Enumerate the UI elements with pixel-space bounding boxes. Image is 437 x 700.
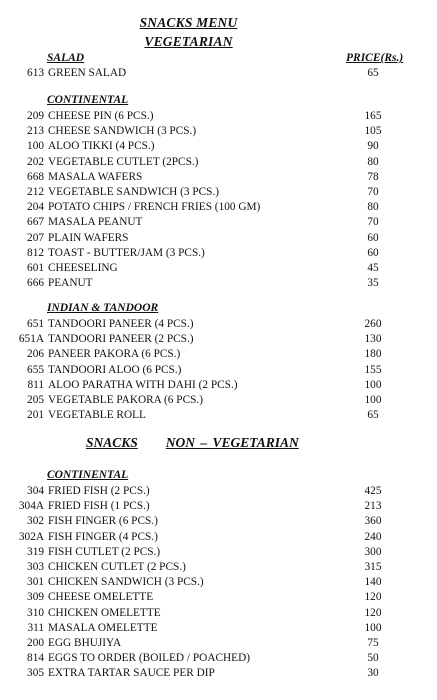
item-price: 105 xyxy=(364,125,382,138)
item-name: CHEESE PIN (6 PCS.) xyxy=(48,110,154,122)
menu-item-row xyxy=(0,514,437,529)
item-price: 75 xyxy=(367,637,379,649)
item-price: 100 xyxy=(364,394,382,406)
menu-item-row xyxy=(0,530,437,545)
menu-item-row xyxy=(0,590,437,605)
item-name: VEGETABLE PAKORA (6 PCS.) xyxy=(48,394,203,406)
item-code: 304A xyxy=(18,500,44,513)
item-code: 302 xyxy=(27,515,44,528)
item-name: VEGETABLE ROLL xyxy=(48,409,146,422)
item-code: 303 xyxy=(27,561,44,573)
item-code: 655 xyxy=(27,363,44,376)
item-name: CHEESE OMELETTE xyxy=(48,591,154,604)
menu-item-row xyxy=(0,332,437,347)
item-price: 30 xyxy=(367,667,379,680)
item-price: 90 xyxy=(367,140,379,153)
item-code: 651A xyxy=(18,333,44,346)
item-name: CHICKEN SANDWICH (3 PCS.) xyxy=(48,576,204,589)
item-code: 100 xyxy=(27,140,44,153)
menu-item-row xyxy=(0,545,437,560)
section-heading: SALAD xyxy=(47,52,85,64)
item-code: 666 xyxy=(27,277,44,290)
item-price: 65 xyxy=(367,409,379,422)
item-price: 240 xyxy=(364,530,382,543)
item-name: CHICKEN CUTLET (2 PCS.) xyxy=(48,561,186,573)
item-code: 601 xyxy=(27,262,44,274)
nonveg-title xyxy=(86,435,299,451)
item-code: 613 xyxy=(27,67,44,79)
item-name: VEGETABLE CUTLET (2PCS.) xyxy=(48,155,199,168)
menu-item-row xyxy=(0,261,437,276)
item-code: 811 xyxy=(27,378,44,391)
item-price: 425 xyxy=(364,485,382,497)
item-name: CHICKEN OMELETTE xyxy=(48,606,161,619)
item-name: TOAST - BUTTER/JAM (3 PCS.) xyxy=(48,246,205,259)
item-price: 260 xyxy=(364,318,382,330)
menu-item-row xyxy=(0,606,437,621)
item-name: CHEESELING xyxy=(48,262,118,274)
item-code: 301 xyxy=(27,576,44,589)
menu-item-row xyxy=(0,408,437,423)
menu-item-row xyxy=(0,185,437,200)
item-name: MASALA OMELETTE xyxy=(48,621,158,634)
item-name: EGGS TO ORDER (BOILED / POACHED) xyxy=(48,652,250,665)
menu-item-row xyxy=(0,124,437,139)
item-price: 35 xyxy=(367,277,379,290)
menu-item-row xyxy=(0,651,437,666)
item-name: VEGETABLE SANDWICH (3 PCS.) xyxy=(48,186,220,198)
item-price: 70 xyxy=(367,216,379,229)
item-price: 45 xyxy=(367,262,379,274)
item-name: ALOO PARATHA WITH DAHI (2 PCS.) xyxy=(48,378,238,391)
menu-title: SNACKS MENU xyxy=(139,15,238,30)
item-name: FISH FINGER (6 PCS.) xyxy=(48,515,158,528)
item-code: 209 xyxy=(27,110,44,122)
menu-item-row xyxy=(0,393,437,408)
item-name: GREEN SALAD xyxy=(48,67,127,79)
item-code: 310 xyxy=(27,606,44,619)
item-price: 120 xyxy=(364,591,382,604)
item-code: 213 xyxy=(27,125,44,138)
section-heading: INDIAN & TANDOOR xyxy=(47,302,159,314)
item-price: 60 xyxy=(367,231,379,244)
item-price: 100 xyxy=(364,621,382,634)
item-name: TANDOORI PANEER (4 PCS.) xyxy=(48,318,194,330)
item-code: 302A xyxy=(18,530,44,543)
price-column-header: PRICE(Rs.) xyxy=(346,52,404,64)
item-name: TANDOORI PANEER (2 PCS.) xyxy=(48,333,194,346)
item-price: 360 xyxy=(364,515,382,528)
item-code: 201 xyxy=(27,409,44,422)
item-price: 300 xyxy=(364,545,382,558)
menu-item-row xyxy=(0,621,437,636)
item-code: 207 xyxy=(27,231,44,244)
menu-item-row xyxy=(0,378,437,393)
item-code: 200 xyxy=(27,637,44,649)
item-price: 140 xyxy=(364,576,382,589)
menu-item-row xyxy=(0,636,437,651)
menu-item-row xyxy=(0,276,437,291)
item-code: 651 xyxy=(27,318,44,330)
menu-item-row xyxy=(0,109,437,124)
item-price: 213 xyxy=(364,500,382,513)
item-price: 50 xyxy=(367,652,379,665)
item-name: PEANUT xyxy=(48,277,93,290)
item-price: 315 xyxy=(364,561,382,573)
menu-item-row xyxy=(0,155,437,170)
item-code: 202 xyxy=(27,155,44,168)
item-name: EGG BHUJIYA xyxy=(48,637,122,649)
menu-item-row xyxy=(0,66,437,81)
item-price: 80 xyxy=(367,155,379,168)
item-name: ALOO TIKKI (4 PCS.) xyxy=(48,140,155,153)
item-code: 812 xyxy=(27,246,44,259)
item-code: 667 xyxy=(27,216,44,229)
item-name: FISH CUTLET (2 PCS.) xyxy=(48,545,161,558)
item-price: 165 xyxy=(364,110,382,122)
item-price: 130 xyxy=(364,333,382,346)
section-heading: CONTINENTAL xyxy=(47,94,129,106)
item-price: 100 xyxy=(364,378,382,391)
item-code: 305 xyxy=(27,667,44,680)
item-code: 311 xyxy=(27,621,44,634)
menu-item-row xyxy=(0,231,437,246)
item-name: FRIED FISH (2 PCS.) xyxy=(48,485,150,497)
item-code: 204 xyxy=(27,201,44,214)
item-price: 80 xyxy=(367,201,379,214)
menu-item-row xyxy=(0,246,437,261)
item-name: CHEESE SANDWICH (3 PCS.) xyxy=(48,125,197,138)
menu-item-row xyxy=(0,666,437,681)
item-name: FISH FINGER (4 PCS.) xyxy=(48,530,158,543)
item-code: 205 xyxy=(27,394,44,406)
item-price: 60 xyxy=(367,246,379,259)
menu-item-row xyxy=(0,215,437,230)
menu-item-row xyxy=(0,200,437,215)
item-name: MASALA WAFERS xyxy=(48,170,143,183)
item-price: 120 xyxy=(364,606,382,619)
nonveg-title-left: SNACKS xyxy=(86,435,138,450)
item-name: PANEER PAKORA (6 PCS.) xyxy=(48,348,181,361)
menu-item-row xyxy=(0,317,437,332)
item-code: 212 xyxy=(27,186,44,198)
menu-item-row xyxy=(0,560,437,575)
menu-item-row xyxy=(0,575,437,590)
item-code: 668 xyxy=(27,170,44,183)
item-code: 814 xyxy=(27,652,44,665)
item-name: POTATO CHIPS / FRENCH FRIES (100 GM) xyxy=(48,201,261,214)
item-name: EXTRA TARTAR SAUCE PER DIP xyxy=(48,667,215,680)
item-code: 206 xyxy=(27,348,44,361)
item-price: 65 xyxy=(367,67,379,79)
item-name: TANDOORI ALOO (6 PCS.) xyxy=(48,363,182,376)
item-price: 70 xyxy=(367,186,379,198)
menu-item-row xyxy=(0,499,437,514)
menu-item-row xyxy=(0,363,437,378)
menu-item-row xyxy=(0,347,437,362)
item-price: 78 xyxy=(367,170,379,183)
item-code: 319 xyxy=(27,545,44,558)
item-price: 155 xyxy=(364,363,382,376)
menu-item-row xyxy=(0,139,437,154)
menu-item-row xyxy=(0,484,437,499)
nonveg-title-right: NON – VEGETARIAN xyxy=(165,435,299,450)
menu-item-row xyxy=(0,170,437,185)
item-name: FRIED FISH (1 PCS.) xyxy=(48,500,150,513)
section-heading: CONTINENTAL xyxy=(47,469,129,481)
item-price: 180 xyxy=(364,348,382,361)
item-name: MASALA PEANUT xyxy=(48,216,143,229)
menu-subtitle: VEGETARIAN xyxy=(144,34,233,49)
item-name: PLAIN WAFERS xyxy=(48,231,129,244)
item-code: 304 xyxy=(27,485,44,497)
item-code: 309 xyxy=(27,591,44,604)
